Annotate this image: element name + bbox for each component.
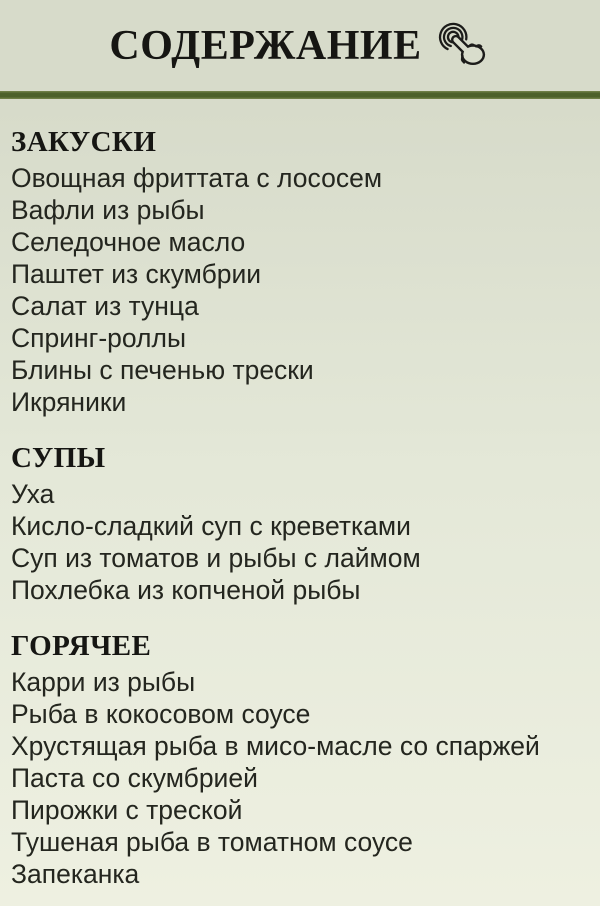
toc-list: [11, 666, 592, 890]
toc-section-goryachee: [11, 629, 592, 890]
toc-item[interactable]: Спринг-роллы: [11, 323, 187, 353]
toc-item[interactable]: Салат из тунца: [11, 291, 199, 321]
toc-item[interactable]: Икряники: [11, 387, 127, 417]
toc-item[interactable]: Запеканка: [11, 859, 140, 889]
toc-section-supy: [11, 441, 592, 606]
tap-gesture-icon: [433, 20, 491, 70]
toc-item[interactable]: Суп из томатов и рыбы с лаймом: [11, 543, 421, 573]
toc-item[interactable]: Уха: [11, 479, 55, 509]
toc-item[interactable]: Похлебка из копченой рыбы: [11, 575, 361, 605]
toc-item[interactable]: Тушеная рыба в томатном соусе: [11, 827, 413, 857]
toc-item[interactable]: Паста со скумбрией: [11, 763, 258, 793]
toc-item[interactable]: Хрустящая рыба в мисо-масле со спаржей: [11, 731, 540, 761]
toc-item[interactable]: Овощная фриттата с лососем: [11, 163, 383, 193]
toc: [0, 99, 600, 890]
toc-item[interactable]: Паштет из скумбрии: [11, 259, 262, 289]
toc-item[interactable]: Пирожки с треской: [11, 795, 243, 825]
divider: [0, 91, 600, 99]
toc-list: [11, 162, 592, 418]
section-title: СУПЫ: [11, 442, 106, 474]
toc-item[interactable]: Кисло-сладкий суп с креветками: [11, 511, 411, 541]
page-title: СОДЕРЖАНИЕ: [109, 22, 422, 69]
toc-item[interactable]: Рыба в кокосовом соусе: [11, 699, 311, 729]
toc-list: [11, 478, 592, 606]
toc-section-zakuski: [11, 125, 592, 418]
toc-item[interactable]: Блины с печенью трески: [11, 355, 314, 385]
section-title: ЗАКУСКИ: [11, 126, 157, 158]
section-title: ГОРЯЧЕЕ: [11, 630, 152, 662]
header: [0, 0, 600, 91]
toc-item[interactable]: Вафли из рыбы: [11, 195, 205, 225]
toc-item[interactable]: Карри из рыбы: [11, 667, 196, 697]
toc-item[interactable]: Селедочное масло: [11, 227, 246, 257]
